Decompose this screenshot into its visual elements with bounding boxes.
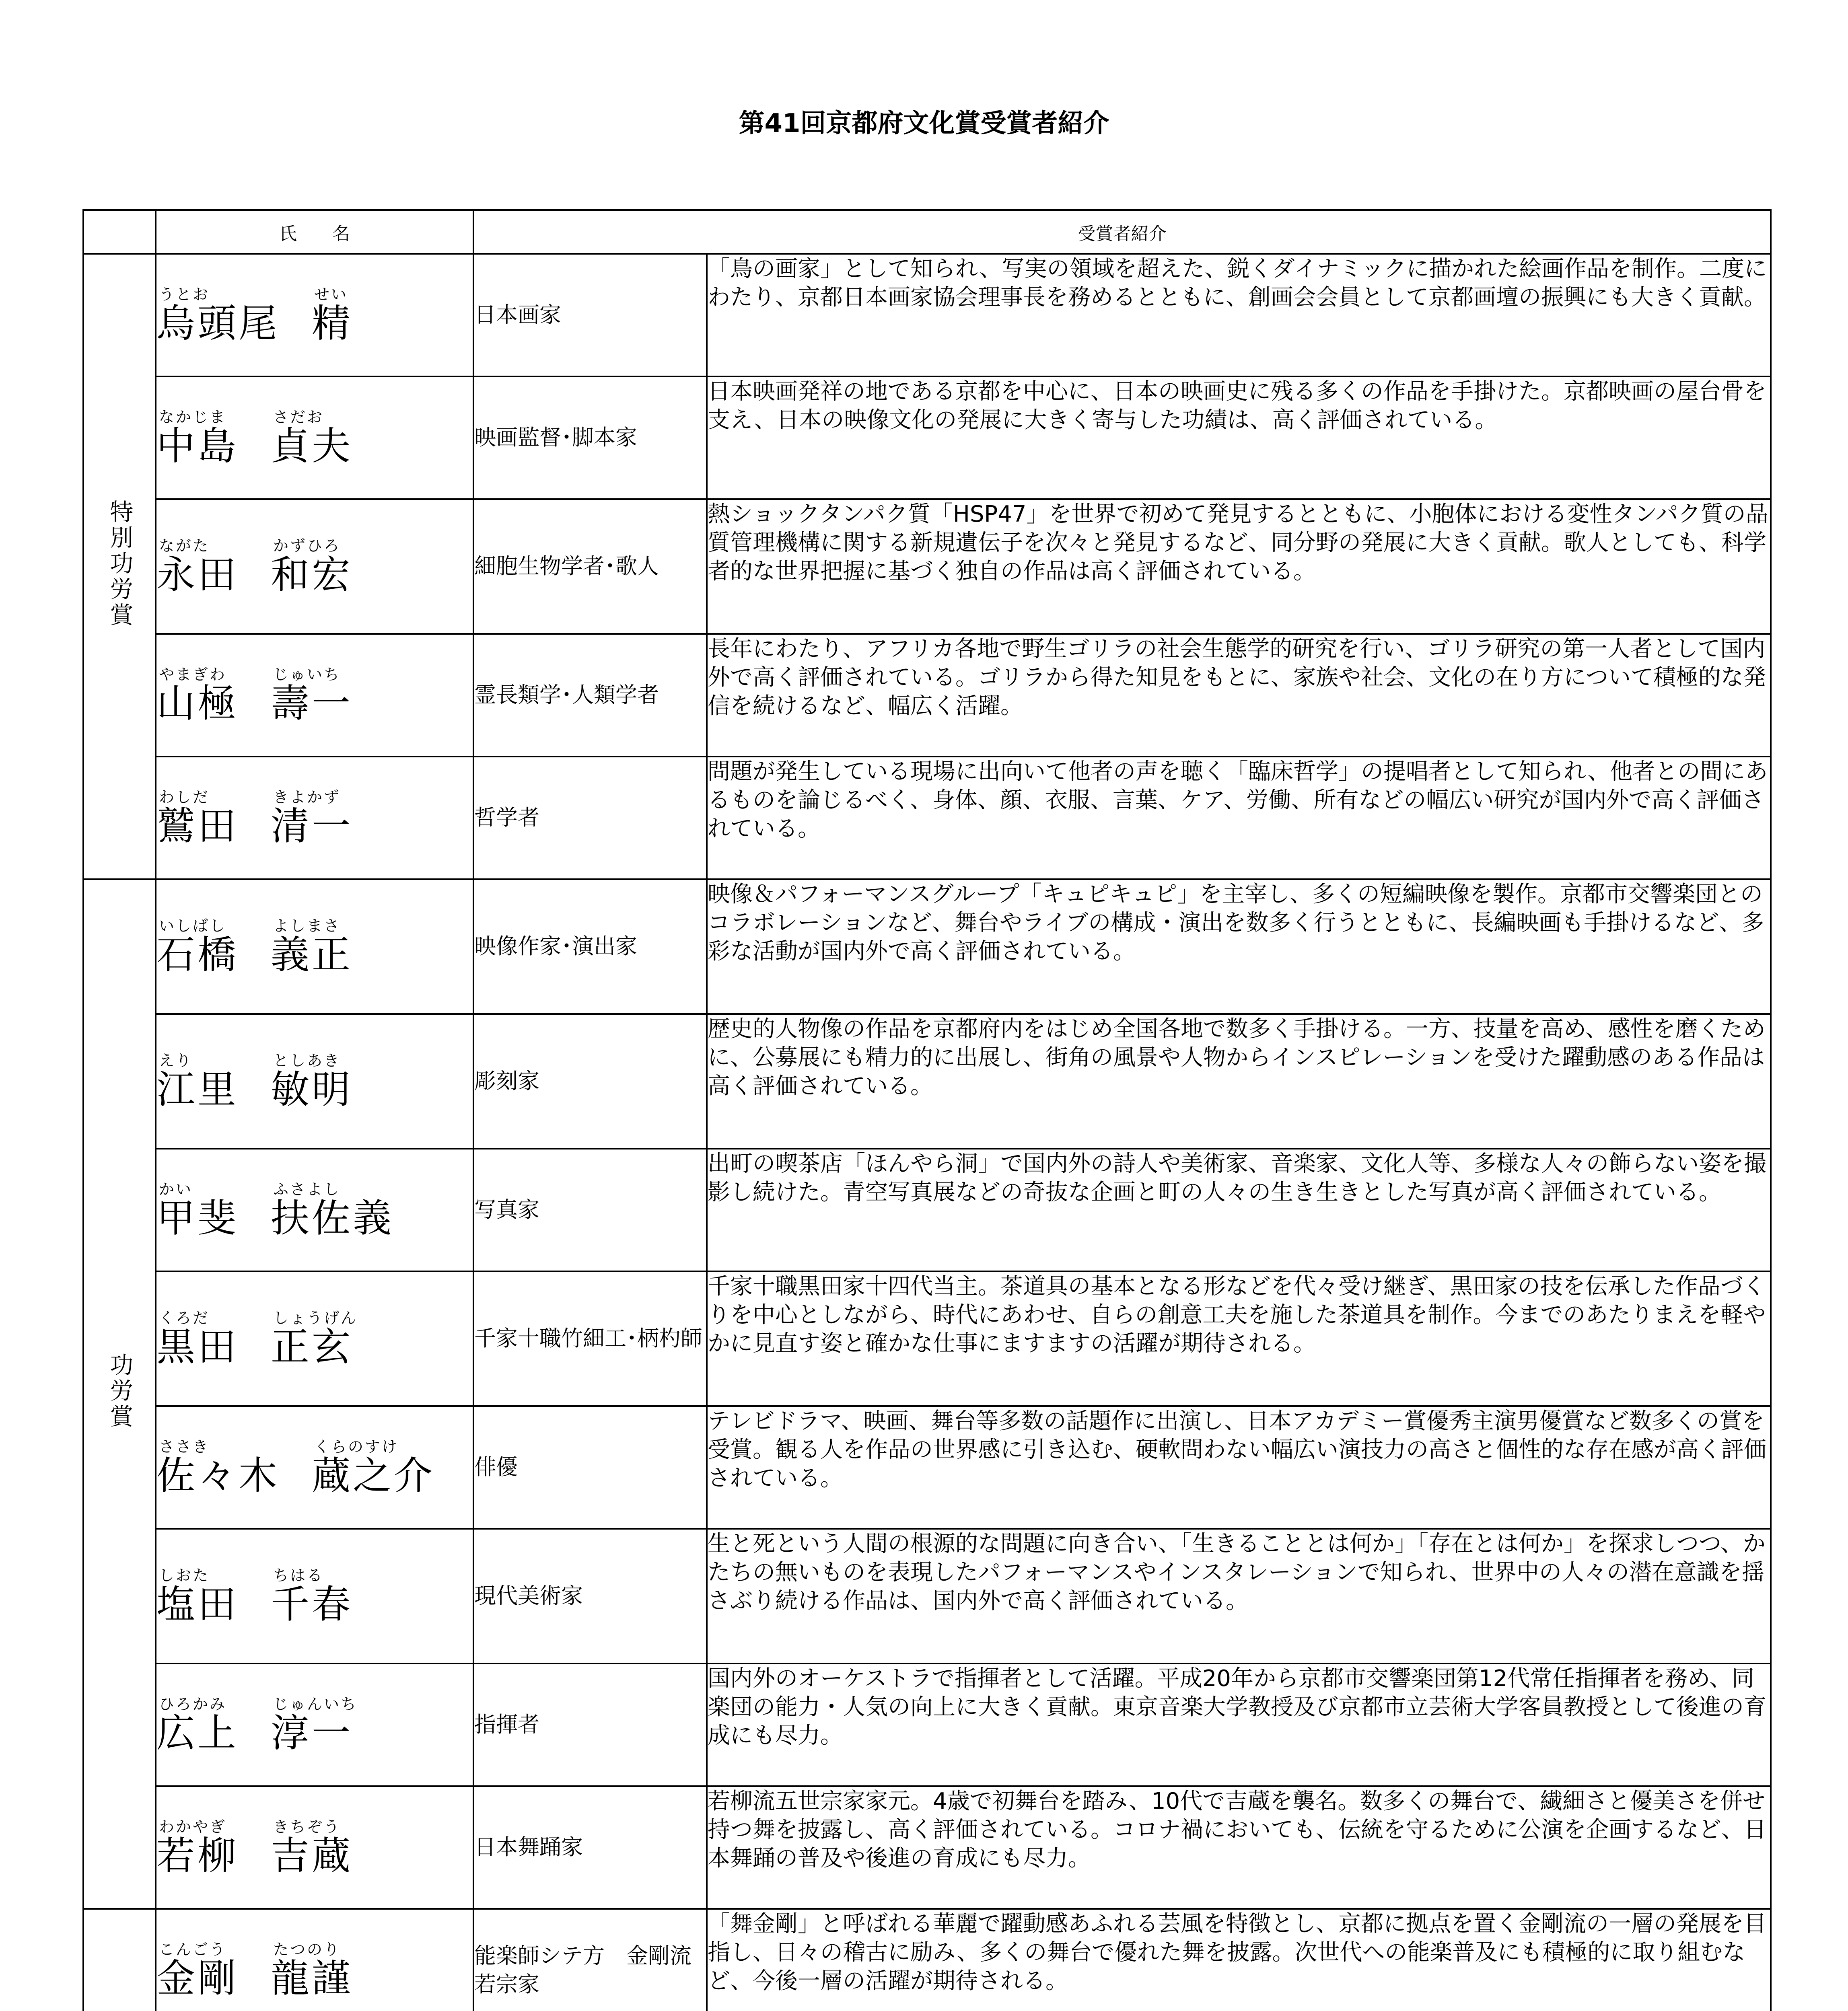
given-name-text: 千春 xyxy=(271,1582,353,1627)
given-name-text: 蔵之介 xyxy=(312,1453,435,1498)
given-name xyxy=(271,1819,353,1876)
given-name xyxy=(271,1310,358,1367)
award-category xyxy=(83,254,156,879)
given-name-text: 扶佐義 xyxy=(271,1196,394,1241)
surname-ruby: くろだ xyxy=(159,1309,210,1327)
awardee-name xyxy=(156,376,473,499)
awardee-row xyxy=(83,1406,1771,1529)
awardee-introduction: 長年にわたり、アフリカ各地で野生ゴリラの社会生態学的研究を行い、ゴリラ研究の第一人者として国内外で高く評価されている。ゴリラから得た知見をもとに、家族や社会、文化の在り方について積極的な発信を続けるなど、幅広く活躍。 xyxy=(707,634,1771,757)
given-name-text: 和宏 xyxy=(271,552,353,597)
given-name xyxy=(271,538,353,595)
awardee-introduction: 熱ショックタンパク質「HSP47」を世界で初めて発見するとともに、小胞体における変性タンパク質の品質管理機構に関する新規遺伝子を次々と発見するなど、同分野の発展に大きく貢献。歌人としても、科学者的な世界把握に基づく独自の作品は高く評価されている。 xyxy=(707,499,1771,634)
awardee-row xyxy=(83,499,1771,634)
profession: 映像作家･演出家 xyxy=(473,879,707,1014)
surname-text: 中島 xyxy=(156,424,239,469)
header-blank xyxy=(83,210,156,254)
surname xyxy=(156,1941,239,1999)
given-name-ruby: としあき xyxy=(273,1052,341,1070)
surname xyxy=(156,918,239,975)
surname xyxy=(156,1819,239,1876)
given-name-text: 清一 xyxy=(271,804,353,849)
given-name xyxy=(271,918,353,975)
given-name-ruby: じゅいち xyxy=(273,666,341,684)
profession: 彫刻家 xyxy=(473,1014,707,1149)
awardee-introduction: 歴史的人物像の作品を京都府内をはじめ全国各地で数多く手掛ける。一方、技量を高め、感性を磨くために、公募展にも精力的に出展し、街角の風景や人物からインスピレーションを受けた躍動感のある作品は高く評価されている。 xyxy=(707,1014,1771,1149)
awardee-table xyxy=(82,209,1772,2011)
given-name-ruby: さだお xyxy=(273,408,324,426)
surname-ruby: なかじま xyxy=(159,408,227,426)
surname xyxy=(156,1567,239,1625)
awardee-introduction: 千家十職黒田家十四代当主。茶道具の基本となる形などを代々受け継ぎ、黒田家の技を伝承した作品づくりを中心としながら、時代にあわせ、自らの創意工夫を施した茶道具を制作。今までのあたりまえを軽やかに見直す姿と確かな仕事にますますの活躍が期待される。 xyxy=(707,1271,1771,1406)
given-name-ruby: きよかず xyxy=(273,788,341,806)
given-name-ruby: きちぞう xyxy=(273,1818,341,1836)
awardee-row xyxy=(83,254,1771,376)
awardee-introduction: 「舞金剛」と呼ばれる華麗で躍動感あふれる芸風を特徴とし、京都に拠点を置く金剛流の一層の発展を目指し、日々の稽古に励み、多くの舞台で優れた舞を披露。次世代への能楽普及にも積極的に取り組むなど、今後一層の活躍が期待される。 xyxy=(707,1909,1771,2011)
awardee-introduction: 問題が発生している現場に出向いて他者の声を聴く「臨床哲学」の提唱者として知られ、他者との間にあるものを論じるべく、身体、顔、衣服、言葉、ケア、労働、所有などの幅広い研究が国内外で高く評価されている。 xyxy=(707,757,1771,879)
surname-ruby: ささき xyxy=(159,1438,210,1456)
surname-text: 江里 xyxy=(156,1067,239,1112)
surname xyxy=(156,666,239,724)
given-name xyxy=(312,1439,435,1496)
given-name-text: 敏明 xyxy=(271,1067,353,1112)
profession: 指揮者 xyxy=(473,1663,707,1786)
profession: 日本舞踊家 xyxy=(473,1786,707,1909)
profession: 写真家 xyxy=(473,1149,707,1271)
given-name-text: 精 xyxy=(312,301,353,346)
surname-ruby: うとお xyxy=(159,286,210,304)
awardee-name xyxy=(156,1909,473,2011)
given-name xyxy=(271,409,353,467)
surname-ruby: ひろかみ xyxy=(159,1695,227,1713)
awardee-introduction: テレビドラマ、映画、舞台等多数の話題作に出演し、日本アカデミー賞優秀主演男優賞など数多くの賞を受賞。観る人を作品の世界感に引き込む、硬軟問わない幅広い演技力の高さと個性的な存在感が高く評価されている。 xyxy=(707,1406,1771,1529)
awardee-name xyxy=(156,1149,473,1271)
surname-ruby: こんごう xyxy=(159,1941,227,1959)
awardee-row xyxy=(83,1271,1771,1406)
award-category xyxy=(83,1909,156,2011)
given-name-ruby: ふさよし xyxy=(273,1180,341,1199)
awardee-row xyxy=(83,757,1771,879)
surname-ruby: わしだ xyxy=(159,788,210,806)
awardee-name xyxy=(156,499,473,634)
surname xyxy=(156,1181,239,1239)
profession: 千家十職竹細工･柄杓師 xyxy=(473,1271,707,1406)
given-name-ruby: せい xyxy=(314,286,348,304)
awardee-row xyxy=(83,376,1771,499)
awardee-name xyxy=(156,1529,473,1663)
awardee-introduction: 映像＆パフォーマンスグループ「キュピキュピ」を主宰し、多くの短編映像を製作。京都市交響楽団とのコラボレーションなど、舞台やライブの構成・演出を数多く行うとともに、長編映画も手掛けるなど、多彩な活動が国内外で高く評価されている。 xyxy=(707,879,1771,1014)
awardee-introduction: 若柳流五世宗家家元。4歳で初舞台を踏み、10代で吉蔵を襲名。数多くの舞台で、繊細さと優美さを併せ持つ舞を披露し、高く評価されている。コロナ禍においても、伝統を守るために公演を企画するなど、日本舞踊の普及や後進の育成にも尽力。 xyxy=(707,1786,1771,1909)
given-name xyxy=(271,666,353,724)
surname-text: 鷲田 xyxy=(156,804,239,849)
surname xyxy=(156,1439,280,1496)
surname-ruby: ながた xyxy=(159,537,210,555)
given-name-ruby: ちはる xyxy=(273,1567,324,1585)
surname-text: 甲斐 xyxy=(156,1196,239,1241)
awardee-introduction: 生と死という人間の根源的な問題に向き合い、「生きることとは何か」「存在とは何か」を探求しつつ、かたちの無いものを表現したパフォーマンスやインスタレーションで知られ、世界中の人々の潜在意識を揺さぶり続ける作品は、国内外で高く評価されている。 xyxy=(707,1529,1771,1663)
awardee-introduction: 日本映画発祥の地である京都を中心に、日本の映画史に残る多くの作品を手掛けた。京都映画の屋台骨を支え、日本の映像文化の発展に大きく寄与した功績は、高く評価されている。 xyxy=(707,376,1771,499)
surname-ruby: やまぎわ xyxy=(159,666,227,684)
awardee-name xyxy=(156,1786,473,1909)
profession: 細胞生物学者･歌人 xyxy=(473,499,707,634)
surname xyxy=(156,1053,239,1110)
given-name-text: 淳一 xyxy=(271,1711,353,1756)
surname xyxy=(156,409,239,467)
award-category-label: 功労賞 xyxy=(106,1353,134,1430)
award-category xyxy=(83,879,156,1909)
surname-text: 若柳 xyxy=(156,1833,239,1878)
given-name-ruby: たつのり xyxy=(273,1941,341,1959)
profession: 映画監督･脚本家 xyxy=(473,376,707,499)
awardee-name xyxy=(156,1271,473,1406)
given-name-text: 貞夫 xyxy=(271,424,353,469)
awardee-introduction: 出町の喫茶店「ほんやら洞」で国内外の詩人や美術家、音楽家、文化人等、多様な人々の飾らない姿を撮影し続けた。青空写真展などの奇抜な企画と町の人々の生き生きとした写真が高く評価されている。 xyxy=(707,1149,1771,1271)
given-name-text: 壽一 xyxy=(271,681,353,726)
awardee-name xyxy=(156,1014,473,1149)
given-name xyxy=(271,1696,358,1754)
page-title: 第41回京都府文化賞受賞者紹介 xyxy=(739,109,1109,138)
surname-text: 石橋 xyxy=(156,932,239,977)
surname xyxy=(156,789,239,847)
awardee-row xyxy=(83,1786,1771,1909)
awardee-name xyxy=(156,879,473,1014)
given-name-ruby: よしまさ xyxy=(273,917,341,935)
awardee-name xyxy=(156,634,473,757)
awardee-introduction: 国内外のオーケストラで指揮者として活躍。平成20年から京都市交響楽団第12代常任指揮者を務め、同楽団の能力・人気の向上に大きく貢献。東京音楽大学教授及び京都市立芸術大学客員教授として後進の育成にも尽力。 xyxy=(707,1663,1771,1786)
given-name-ruby: かずひろ xyxy=(273,537,341,555)
header-intro: 受賞者紹介 xyxy=(473,210,1771,254)
surname xyxy=(156,286,280,344)
given-name-text: 正玄 xyxy=(271,1324,353,1369)
profession: 日本画家 xyxy=(473,254,707,376)
surname-text: 永田 xyxy=(156,552,239,597)
awardee-row xyxy=(83,1149,1771,1271)
surname-text: 烏頭尾 xyxy=(156,301,280,346)
given-name-ruby: じゅんいち xyxy=(273,1695,358,1713)
profession: 俳優 xyxy=(473,1406,707,1529)
given-name xyxy=(312,286,353,344)
given-name xyxy=(271,789,353,847)
header-name: 氏 名 xyxy=(156,210,473,254)
awardee-row xyxy=(83,634,1771,757)
surname-text: 広上 xyxy=(156,1711,239,1756)
awardee-name xyxy=(156,1663,473,1786)
given-name xyxy=(271,1567,353,1625)
profession: 霊長類学･人類学者 xyxy=(473,634,707,757)
surname-ruby: しおた xyxy=(159,1567,210,1585)
surname-text: 黒田 xyxy=(156,1324,239,1369)
awardee-row xyxy=(83,1529,1771,1663)
profession: 現代美術家 xyxy=(473,1529,707,1663)
surname-text: 佐々木 xyxy=(156,1453,280,1498)
surname-text: 金剛 xyxy=(156,1956,239,2001)
surname-ruby: えり xyxy=(159,1052,193,1070)
surname xyxy=(156,1696,239,1754)
given-name-text: 龍謹 xyxy=(271,1956,353,2001)
surname-ruby: いしばし xyxy=(159,917,227,935)
awardee-row xyxy=(83,1663,1771,1786)
surname xyxy=(156,538,239,595)
surname-ruby: かい xyxy=(159,1180,193,1199)
given-name-ruby: くらのすけ xyxy=(314,1438,399,1456)
profession: 哲学者 xyxy=(473,757,707,879)
awardee-row xyxy=(83,1909,1771,2011)
surname xyxy=(156,1310,239,1367)
awardee-row xyxy=(83,1014,1771,1149)
given-name xyxy=(271,1941,353,1999)
awardee-introduction: 「鳥の画家」として知られ、写実の領域を超えた、鋭くダイナミックに描かれた絵画作品を制作。二度にわたり、京都日本画家協会理事長を務めるとともに、創画会会員として京都画壇の振興にも大きく貢献。 xyxy=(707,254,1771,376)
surname-ruby: わかやぎ xyxy=(159,1818,227,1836)
profession: 能楽師シテ方 金剛流 若宗家 xyxy=(473,1909,707,2011)
award-category-label: 特別功労賞 xyxy=(106,499,134,628)
awardee-name xyxy=(156,1406,473,1529)
given-name-text: 義正 xyxy=(271,932,353,977)
given-name xyxy=(271,1181,394,1239)
awardee-name xyxy=(156,757,473,879)
given-name-ruby: しょうげん xyxy=(273,1309,358,1327)
given-name-text: 吉蔵 xyxy=(271,1833,353,1878)
awardee-row xyxy=(83,879,1771,1014)
given-name xyxy=(271,1053,353,1110)
header-row xyxy=(83,210,1771,254)
surname-text: 塩田 xyxy=(156,1582,239,1627)
awardee-name xyxy=(156,254,473,376)
surname-text: 山極 xyxy=(156,681,239,726)
